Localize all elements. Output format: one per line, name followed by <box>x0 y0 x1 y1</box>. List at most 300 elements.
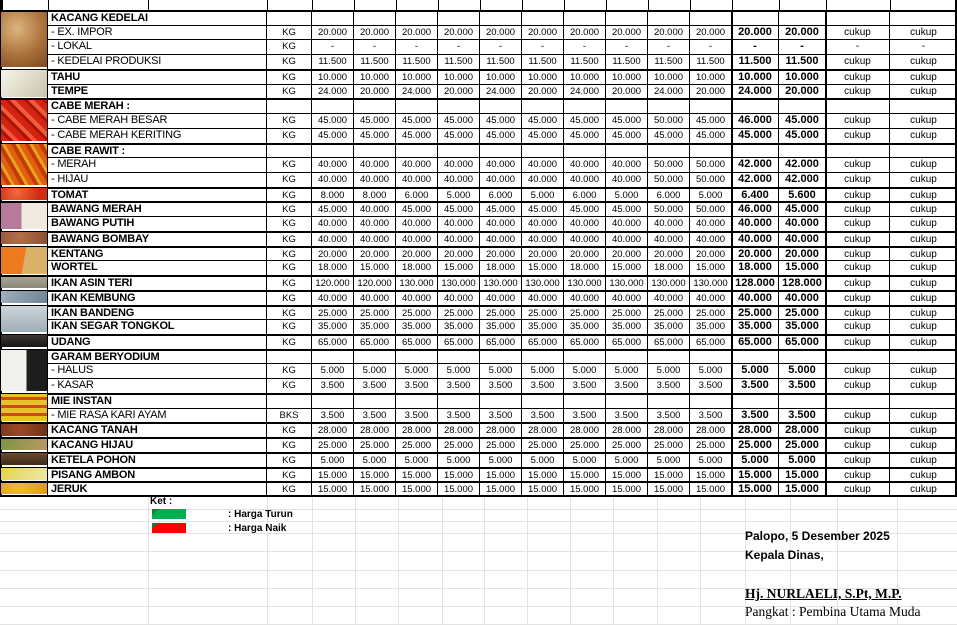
price-cell[interactable]: 40.000 <box>606 292 648 305</box>
price-cell[interactable]: 35.000 <box>564 320 606 334</box>
price-cell[interactable]: 15.000 <box>480 469 522 482</box>
avg-price-cell[interactable]: 5.600 <box>779 189 826 202</box>
avg-price-cell[interactable]: 6.400 <box>732 189 779 202</box>
price-cell[interactable]: 25.000 <box>564 307 606 320</box>
unit-cell[interactable]: KG <box>267 483 312 496</box>
price-cell[interactable]: 45.000 <box>648 129 690 143</box>
price-cell[interactable]: 25.000 <box>648 439 690 452</box>
price-cell[interactable]: 130.000 <box>438 277 480 290</box>
avg-price-cell[interactable]: 3.500 <box>732 409 779 423</box>
price-cell[interactable]: 20.000 <box>312 26 354 40</box>
avg-price-cell[interactable]: 20.000 <box>779 248 826 261</box>
price-cell[interactable]: 130.000 <box>480 277 522 290</box>
price-cell[interactable]: 6.000 <box>480 189 522 202</box>
price-cell[interactable]: 11.500 <box>354 55 396 69</box>
price-cell[interactable]: 5.000 <box>396 454 438 467</box>
price-cell[interactable]: 20.000 <box>690 85 732 99</box>
avg-price-cell[interactable]: 25.000 <box>779 439 826 452</box>
price-cell[interactable]: - <box>438 40 480 54</box>
price-cell[interactable]: 5.000 <box>312 454 354 467</box>
price-cell[interactable] <box>606 100 648 113</box>
status-cell[interactable]: cukup <box>826 173 890 187</box>
status-cell[interactable]: cukup <box>826 454 890 467</box>
price-cell[interactable] <box>690 395 732 408</box>
status-cell[interactable]: cukup <box>910 85 937 97</box>
commodity-name-cell[interactable]: TAHU <box>48 71 267 84</box>
price-cell[interactable]: 15.000 <box>648 483 690 496</box>
price-cell[interactable]: 20.000 <box>522 248 564 261</box>
price-cell[interactable]: 28.000 <box>396 424 438 437</box>
price-cell[interactable]: 5.000 <box>354 364 396 378</box>
price-cell[interactable]: 3.500 <box>438 409 480 423</box>
price-cell[interactable]: 45.000 <box>312 129 354 143</box>
avg-price-cell[interactable]: 40.000 <box>732 292 779 305</box>
price-cell[interactable]: 28.000 <box>354 424 396 437</box>
price-cell[interactable]: 5.000 <box>564 454 606 467</box>
avg-price-cell[interactable]: 35.000 <box>732 320 779 334</box>
price-cell[interactable]: 28.000 <box>312 424 354 437</box>
price-cell[interactable]: 45.000 <box>564 203 606 216</box>
commodity-name-cell[interactable]: KACANG TANAH <box>48 424 267 437</box>
unit-cell[interactable]: KG <box>267 173 312 187</box>
price-cell[interactable] <box>522 12 564 25</box>
price-cell[interactable]: 5.000 <box>690 454 732 467</box>
price-cell[interactable]: 45.000 <box>522 114 564 128</box>
price-cell[interactable] <box>564 145 606 158</box>
price-cell[interactable] <box>312 100 354 113</box>
price-cell[interactable]: 25.000 <box>354 307 396 320</box>
unit-cell[interactable]: KG <box>267 85 312 99</box>
avg-price-cell[interactable]: 65.000 <box>732 336 779 349</box>
price-cell[interactable]: 15.000 <box>438 261 480 275</box>
status-cell[interactable] <box>890 351 957 364</box>
avg-price-cell[interactable] <box>779 145 826 158</box>
commodity-name-cell[interactable]: KENTANG <box>48 248 267 261</box>
unit-cell[interactable]: KG <box>267 55 312 69</box>
price-cell[interactable]: 20.000 <box>564 248 606 261</box>
status-cell[interactable] <box>890 395 957 408</box>
status-cell[interactable] <box>826 351 890 364</box>
price-cell[interactable] <box>648 145 690 158</box>
price-cell[interactable]: 25.000 <box>438 439 480 452</box>
price-cell[interactable]: 50.000 <box>690 173 732 187</box>
price-cell[interactable]: 15.000 <box>522 483 564 496</box>
price-cell[interactable]: 40.000 <box>480 173 522 187</box>
price-cell[interactable]: 40.000 <box>312 158 354 172</box>
avg-price-cell[interactable]: 46.000 <box>732 203 779 216</box>
price-cell[interactable] <box>606 12 648 25</box>
price-cell[interactable]: 3.500 <box>648 409 690 423</box>
avg-price-cell[interactable]: 10.000 <box>779 71 826 84</box>
avg-price-cell[interactable]: - <box>732 40 779 54</box>
avg-price-cell[interactable]: 24.000 <box>732 85 779 99</box>
price-cell[interactable]: 40.000 <box>564 173 606 187</box>
status-cell[interactable] <box>890 12 957 25</box>
price-cell[interactable]: 10.000 <box>606 71 648 84</box>
price-cell[interactable]: 20.000 <box>606 85 648 99</box>
unit-cell[interactable]: KG <box>267 336 312 349</box>
price-cell[interactable]: 3.500 <box>606 409 648 423</box>
price-cell[interactable]: 40.000 <box>564 217 606 231</box>
price-cell[interactable] <box>354 395 396 408</box>
price-cell[interactable]: 11.500 <box>438 55 480 69</box>
commodity-name-cell[interactable]: JERUK <box>48 483 267 496</box>
price-cell[interactable] <box>480 395 522 408</box>
status-cell[interactable]: cukup <box>910 469 937 481</box>
price-cell[interactable]: 5.000 <box>480 364 522 378</box>
status-cell[interactable]: cukup <box>910 278 937 290</box>
status-cell[interactable]: cukup <box>910 262 937 274</box>
price-cell[interactable] <box>312 12 354 25</box>
price-cell[interactable]: 20.000 <box>480 26 522 40</box>
status-cell[interactable]: cukup <box>910 365 937 377</box>
price-cell[interactable]: 11.500 <box>690 55 732 69</box>
status-cell[interactable]: cukup <box>910 173 937 185</box>
price-cell[interactable]: 65.000 <box>354 336 396 349</box>
price-cell[interactable] <box>354 100 396 113</box>
commodity-name-cell[interactable]: KACANG KEDELAI <box>48 12 267 25</box>
price-cell[interactable]: 8.000 <box>354 189 396 202</box>
avg-price-cell[interactable]: 42.000 <box>732 158 779 172</box>
price-cell[interactable]: 45.000 <box>438 203 480 216</box>
price-cell[interactable]: 28.000 <box>522 424 564 437</box>
price-cell[interactable]: 40.000 <box>312 292 354 305</box>
unit-cell[interactable]: KG <box>267 292 312 305</box>
price-cell[interactable] <box>648 395 690 408</box>
price-cell[interactable]: 45.000 <box>396 114 438 128</box>
price-cell[interactable]: 40.000 <box>354 217 396 231</box>
price-cell[interactable]: 24.000 <box>480 85 522 99</box>
price-cell[interactable]: 45.000 <box>522 203 564 216</box>
price-cell[interactable]: - <box>396 40 438 54</box>
price-cell[interactable]: - <box>564 40 606 54</box>
price-cell[interactable]: 130.000 <box>648 277 690 290</box>
commodity-name-cell[interactable]: BAWANG BOMBAY <box>48 233 267 246</box>
price-cell[interactable]: 15.000 <box>354 261 396 275</box>
price-cell[interactable]: 35.000 <box>690 320 732 334</box>
price-cell[interactable]: 65.000 <box>690 336 732 349</box>
price-cell[interactable] <box>312 395 354 408</box>
price-cell[interactable]: - <box>606 40 648 54</box>
avg-price-cell[interactable]: 15.000 <box>732 483 779 496</box>
commodity-name-cell[interactable]: - KEDELAI PRODUKSI <box>48 55 267 69</box>
price-cell[interactable]: 10.000 <box>690 71 732 84</box>
avg-price-cell[interactable]: 45.000 <box>779 114 826 128</box>
price-cell[interactable]: 50.000 <box>690 158 732 172</box>
unit-cell[interactable]: KG <box>267 189 312 202</box>
price-cell[interactable]: 40.000 <box>522 233 564 246</box>
price-cell[interactable]: 15.000 <box>438 483 480 496</box>
price-cell[interactable] <box>690 145 732 158</box>
price-cell[interactable]: 45.000 <box>396 129 438 143</box>
price-cell[interactable] <box>606 395 648 408</box>
price-cell[interactable]: 3.500 <box>312 409 354 423</box>
avg-price-cell[interactable] <box>779 351 826 364</box>
avg-price-cell[interactable]: 20.000 <box>732 248 779 261</box>
unit-cell[interactable]: KG <box>267 26 312 40</box>
price-cell[interactable]: 120.000 <box>312 277 354 290</box>
price-cell[interactable]: - <box>480 40 522 54</box>
avg-price-cell[interactable] <box>779 100 826 113</box>
price-cell[interactable]: 40.000 <box>606 233 648 246</box>
price-cell[interactable]: 15.000 <box>438 469 480 482</box>
price-cell[interactable]: 40.000 <box>354 233 396 246</box>
price-cell[interactable]: 20.000 <box>354 26 396 40</box>
price-cell[interactable]: 11.500 <box>312 55 354 69</box>
price-cell[interactable]: 40.000 <box>438 173 480 187</box>
status-cell[interactable]: cukup <box>910 321 937 333</box>
unit-cell[interactable] <box>267 395 312 408</box>
status-cell[interactable]: cukup <box>910 189 937 201</box>
unit-cell[interactable]: BKS <box>267 409 312 423</box>
price-cell[interactable]: 25.000 <box>522 439 564 452</box>
avg-price-cell[interactable]: 5.000 <box>779 454 826 467</box>
status-cell[interactable]: cukup <box>826 248 890 261</box>
price-cell[interactable]: 25.000 <box>690 439 732 452</box>
price-cell[interactable]: 35.000 <box>312 320 354 334</box>
commodity-name-cell[interactable]: - CABE MERAH KERITING <box>48 129 267 143</box>
status-cell[interactable] <box>826 12 890 25</box>
avg-price-cell[interactable] <box>779 12 826 25</box>
price-cell[interactable]: 28.000 <box>480 424 522 437</box>
status-cell[interactable]: cukup <box>826 439 890 452</box>
price-cell[interactable]: 10.000 <box>438 71 480 84</box>
price-cell[interactable]: 25.000 <box>564 439 606 452</box>
status-cell[interactable]: cukup <box>910 115 937 127</box>
status-cell[interactable] <box>826 100 890 113</box>
status-cell[interactable]: cukup <box>910 204 937 216</box>
price-cell[interactable] <box>396 100 438 113</box>
price-cell[interactable]: 50.000 <box>690 203 732 216</box>
status-cell[interactable]: cukup <box>910 380 937 392</box>
status-cell[interactable] <box>826 395 890 408</box>
price-cell[interactable]: 20.000 <box>438 85 480 99</box>
price-cell[interactable]: 10.000 <box>396 71 438 84</box>
price-cell[interactable]: 10.000 <box>522 71 564 84</box>
price-cell[interactable] <box>564 351 606 364</box>
status-cell[interactable]: cukup <box>910 159 937 171</box>
price-cell[interactable]: 3.500 <box>606 379 648 393</box>
price-cell[interactable] <box>438 100 480 113</box>
avg-price-cell[interactable] <box>779 395 826 408</box>
price-cell[interactable]: 40.000 <box>564 233 606 246</box>
price-cell[interactable]: 24.000 <box>564 85 606 99</box>
price-cell[interactable]: 20.000 <box>438 26 480 40</box>
price-cell[interactable]: 65.000 <box>480 336 522 349</box>
status-cell[interactable] <box>890 145 957 158</box>
price-cell[interactable]: 28.000 <box>648 424 690 437</box>
price-cell[interactable]: 24.000 <box>648 85 690 99</box>
price-cell[interactable]: 65.000 <box>606 336 648 349</box>
price-cell[interactable]: 35.000 <box>396 320 438 334</box>
status-cell[interactable]: cukup <box>826 158 890 172</box>
status-cell[interactable]: - <box>826 40 890 54</box>
price-cell[interactable]: 45.000 <box>606 203 648 216</box>
price-cell[interactable]: 35.000 <box>648 320 690 334</box>
price-cell[interactable]: 65.000 <box>522 336 564 349</box>
status-cell[interactable]: cukup <box>910 336 937 348</box>
avg-price-cell[interactable]: 25.000 <box>779 307 826 320</box>
price-cell[interactable] <box>312 145 354 158</box>
price-cell[interactable] <box>396 351 438 364</box>
price-cell[interactable]: 15.000 <box>396 469 438 482</box>
avg-price-cell[interactable]: 42.000 <box>732 173 779 187</box>
price-cell[interactable]: 40.000 <box>396 217 438 231</box>
price-cell[interactable]: 5.000 <box>438 189 480 202</box>
status-cell[interactable]: cukup <box>826 320 890 334</box>
unit-cell[interactable]: KG <box>267 233 312 246</box>
commodity-name-cell[interactable]: - CABE MERAH BESAR <box>48 114 267 128</box>
price-cell[interactable]: 5.000 <box>690 189 732 202</box>
status-cell[interactable]: cukup <box>826 336 890 349</box>
price-cell[interactable]: - <box>312 40 354 54</box>
commodity-name-cell[interactable]: CABE RAWIT : <box>48 145 267 158</box>
price-cell[interactable] <box>354 145 396 158</box>
commodity-name-cell[interactable]: MIE INSTAN <box>48 395 267 408</box>
commodity-name-cell[interactable]: TOMAT <box>48 189 267 202</box>
status-cell[interactable]: cukup <box>910 129 937 141</box>
status-cell[interactable]: cukup <box>910 440 937 452</box>
price-cell[interactable]: 5.000 <box>522 454 564 467</box>
price-cell[interactable] <box>564 100 606 113</box>
price-cell[interactable]: 40.000 <box>564 158 606 172</box>
status-cell[interactable]: cukup <box>826 292 890 305</box>
unit-cell[interactable]: KG <box>267 40 312 54</box>
price-cell[interactable]: 45.000 <box>522 129 564 143</box>
price-cell[interactable] <box>522 395 564 408</box>
price-cell[interactable]: 25.000 <box>648 307 690 320</box>
price-cell[interactable]: 40.000 <box>522 292 564 305</box>
price-cell[interactable]: 3.500 <box>564 379 606 393</box>
price-cell[interactable]: 5.000 <box>564 364 606 378</box>
status-cell[interactable]: cukup <box>826 469 890 482</box>
price-cell[interactable]: 20.000 <box>438 248 480 261</box>
price-cell[interactable]: 20.000 <box>354 85 396 99</box>
unit-cell[interactable] <box>267 100 312 113</box>
status-cell[interactable] <box>890 100 957 113</box>
price-cell[interactable]: 25.000 <box>690 307 732 320</box>
avg-price-cell[interactable]: 65.000 <box>779 336 826 349</box>
price-cell[interactable]: 5.000 <box>648 454 690 467</box>
avg-price-cell[interactable] <box>732 12 779 25</box>
price-cell[interactable] <box>438 145 480 158</box>
unit-cell[interactable]: KG <box>267 277 312 290</box>
price-cell[interactable]: 24.000 <box>312 85 354 99</box>
price-cell[interactable]: 3.500 <box>354 379 396 393</box>
price-cell[interactable]: 15.000 <box>648 469 690 482</box>
unit-cell[interactable]: KG <box>267 129 312 143</box>
price-cell[interactable]: 40.000 <box>648 292 690 305</box>
status-cell[interactable]: cukup <box>826 71 890 84</box>
price-cell[interactable]: 40.000 <box>438 217 480 231</box>
price-cell[interactable]: 40.000 <box>354 203 396 216</box>
status-cell[interactable]: cukup <box>826 85 890 99</box>
price-cell[interactable]: 11.500 <box>396 55 438 69</box>
status-cell[interactable]: - <box>921 41 926 53</box>
price-cell[interactable]: 45.000 <box>312 114 354 128</box>
price-cell[interactable]: 3.500 <box>438 379 480 393</box>
avg-price-cell[interactable]: 46.000 <box>732 114 779 128</box>
price-cell[interactable]: 20.000 <box>396 26 438 40</box>
price-cell[interactable]: 20.000 <box>312 248 354 261</box>
price-cell[interactable]: 15.000 <box>606 261 648 275</box>
price-cell[interactable]: 20.000 <box>480 248 522 261</box>
price-cell[interactable]: 65.000 <box>312 336 354 349</box>
price-cell[interactable]: 25.000 <box>522 307 564 320</box>
unit-cell[interactable]: KG <box>267 307 312 320</box>
commodity-name-cell[interactable]: IKAN SEGAR TONGKOL <box>48 320 267 334</box>
price-cell[interactable]: 20.000 <box>690 248 732 261</box>
unit-cell[interactable]: KG <box>267 217 312 231</box>
price-cell[interactable]: 3.500 <box>690 409 732 423</box>
price-cell[interactable]: 35.000 <box>438 320 480 334</box>
price-cell[interactable]: 15.000 <box>522 469 564 482</box>
price-cell[interactable]: 35.000 <box>606 320 648 334</box>
price-cell[interactable]: 15.000 <box>312 483 354 496</box>
price-cell[interactable]: 40.000 <box>648 217 690 231</box>
status-cell[interactable]: cukup <box>910 26 937 38</box>
price-cell[interactable]: 25.000 <box>396 307 438 320</box>
price-cell[interactable]: 40.000 <box>354 173 396 187</box>
price-cell[interactable]: 5.000 <box>438 364 480 378</box>
price-cell[interactable] <box>396 12 438 25</box>
price-cell[interactable]: - <box>522 40 564 54</box>
avg-price-cell[interactable]: 5.000 <box>732 454 779 467</box>
price-cell[interactable]: 130.000 <box>396 277 438 290</box>
status-cell[interactable]: cukup <box>826 409 890 423</box>
price-cell[interactable]: 40.000 <box>480 233 522 246</box>
avg-price-cell[interactable]: 40.000 <box>779 292 826 305</box>
avg-price-cell[interactable]: 10.000 <box>732 71 779 84</box>
avg-price-cell[interactable]: - <box>779 40 826 54</box>
avg-price-cell[interactable]: 20.000 <box>779 85 826 99</box>
price-cell[interactable]: 45.000 <box>690 114 732 128</box>
commodity-name-cell[interactable]: IKAN ASIN TERI <box>48 277 267 290</box>
price-cell[interactable]: 45.000 <box>690 129 732 143</box>
price-cell[interactable]: 130.000 <box>522 277 564 290</box>
unit-cell[interactable] <box>267 351 312 364</box>
price-cell[interactable] <box>438 12 480 25</box>
unit-cell[interactable]: KG <box>267 469 312 482</box>
status-cell[interactable]: cukup <box>826 424 890 437</box>
avg-price-cell[interactable]: 15.000 <box>779 483 826 496</box>
price-cell[interactable] <box>690 351 732 364</box>
avg-price-cell[interactable]: 25.000 <box>732 307 779 320</box>
unit-cell[interactable]: KG <box>267 158 312 172</box>
unit-cell[interactable] <box>267 145 312 158</box>
price-cell[interactable]: 3.500 <box>522 379 564 393</box>
status-cell[interactable]: cukup <box>910 409 937 421</box>
price-cell[interactable] <box>522 351 564 364</box>
price-cell[interactable]: 18.000 <box>480 261 522 275</box>
status-cell[interactable]: cukup <box>826 26 890 40</box>
price-cell[interactable] <box>564 395 606 408</box>
price-cell[interactable]: 18.000 <box>396 261 438 275</box>
price-cell[interactable]: 3.500 <box>480 409 522 423</box>
price-cell[interactable]: 10.000 <box>312 71 354 84</box>
status-cell[interactable]: cukup <box>826 114 890 128</box>
price-cell[interactable]: 40.000 <box>396 233 438 246</box>
avg-price-cell[interactable]: 5.000 <box>779 364 826 378</box>
avg-price-cell[interactable]: 40.000 <box>732 217 779 231</box>
price-cell[interactable] <box>480 145 522 158</box>
commodity-name-cell[interactable]: WORTEL <box>48 261 267 275</box>
price-cell[interactable]: 10.000 <box>480 71 522 84</box>
price-cell[interactable]: 28.000 <box>606 424 648 437</box>
commodity-name-cell[interactable]: - HIJAU <box>48 173 267 187</box>
unit-cell[interactable]: KG <box>267 424 312 437</box>
price-cell[interactable] <box>480 351 522 364</box>
